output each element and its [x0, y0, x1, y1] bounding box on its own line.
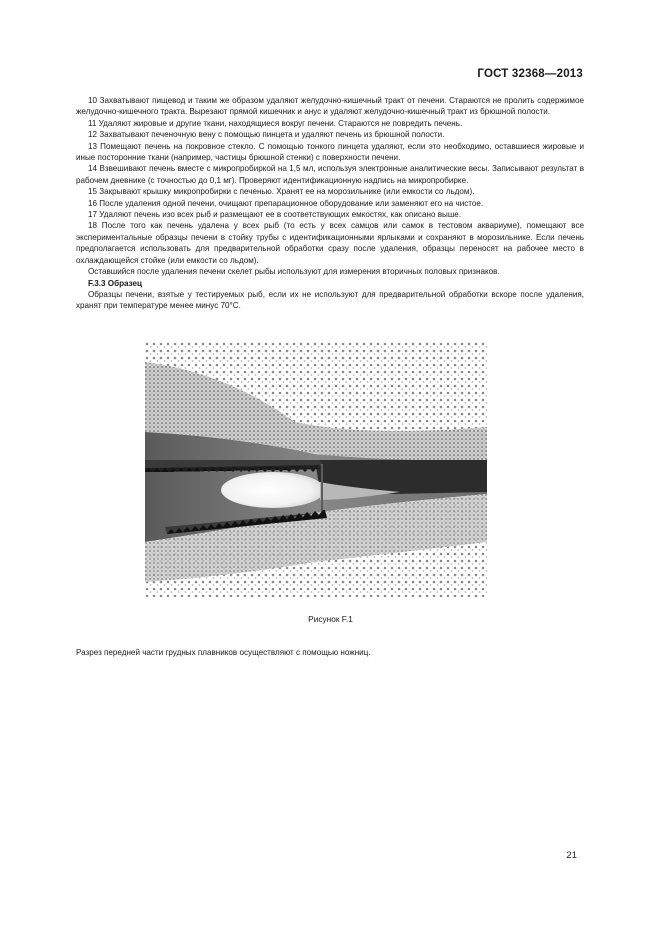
body-text — [76, 95, 584, 312]
section-text: Образцы печени, взятые у тестируемых рыб, если их не используют для предварительной обработки вскоре после удаления, хранят при температуре менее минус 70°С. — [76, 289, 584, 311]
page-header-standard-id: ГОСТ 32368—2013 — [477, 68, 583, 80]
probe-needle — [321, 464, 323, 516]
paragraph-13: 13 Помещают печень на покровное стекло. С помощью тонкого пинцета удаляют, если это необходимо, оставшиеся жировые и иные посторонние ткани (например, частицы брюшной стенки) с поверхности печени. — [76, 141, 584, 163]
section-heading: F.3.3 Образец — [88, 278, 143, 288]
paragraph-skeleton: Оставшийся после удаления печени скелет рыбы используют для измерения вторичных половых признаков. — [88, 267, 500, 277]
paragraph-16: 16 После удаления одной печени, очищают препарационное оборудование или заменяют его на чистое. — [88, 198, 484, 208]
paragraph-15: 15 Закрывают крышку микропробирки с печенью. Хранят ее на морозильнике (или емкости со льдом). — [88, 187, 475, 197]
paragraph-11: 11 Удаляют жировые и другие ткани, находящиеся вокруг печени. Стараются не повредить печень. — [88, 118, 463, 128]
page-number: 21 — [566, 850, 577, 861]
liver — [221, 472, 325, 508]
figure-caption: Рисунок F.1 — [308, 614, 353, 624]
figure-fish-dissection-photo — [145, 342, 487, 597]
paragraph-18: 18 После того как печень удалена у всех рыб (то есть у всех самцов или самок в тестовом аквариуме), помещают все экспериментальные образцы печени в стойку трубы с идентификационными ярлыками и сохраняют в морозильнике. Если печень предполагается использовать для предварительной обработки сразу после удаления, образцы переносят на рабочее место в охлаждающейся стойке (или емкости со льдом). — [76, 221, 584, 265]
paragraph-17: 17 Удаляют печень изо всех рыб и размещают ее в соответствующих емкостях, как описано выше. — [88, 210, 462, 220]
paragraph-14: 14 Взвешивают печень вместе с микропробиркой на 1,5 мл, используя электронные аналитические весы. Записывают результат в рабочем дневнике (с точностью до 0,1 мг). Проверяют идентификационную надпись на микропробирке. — [76, 164, 584, 185]
after-figure-text: Разрез передней части грудных плавников осуществляют с помощью ножниц. — [76, 648, 371, 657]
paragraph-12: 12 Захватывают печеночную вену с помощью пинцета и удаляют печень из брюшной полости. — [88, 130, 445, 140]
paragraph-10: 10 Захватывают пищевод и таким же образом удаляют желудочно-кишечный тракт от печени. Стараются не пролить содержимое желудочно-кишечного тракта. Вырезают прямой кишечник и анус и удаляют желудочно-кишечный тракт из брюшной полости. — [76, 96, 584, 117]
